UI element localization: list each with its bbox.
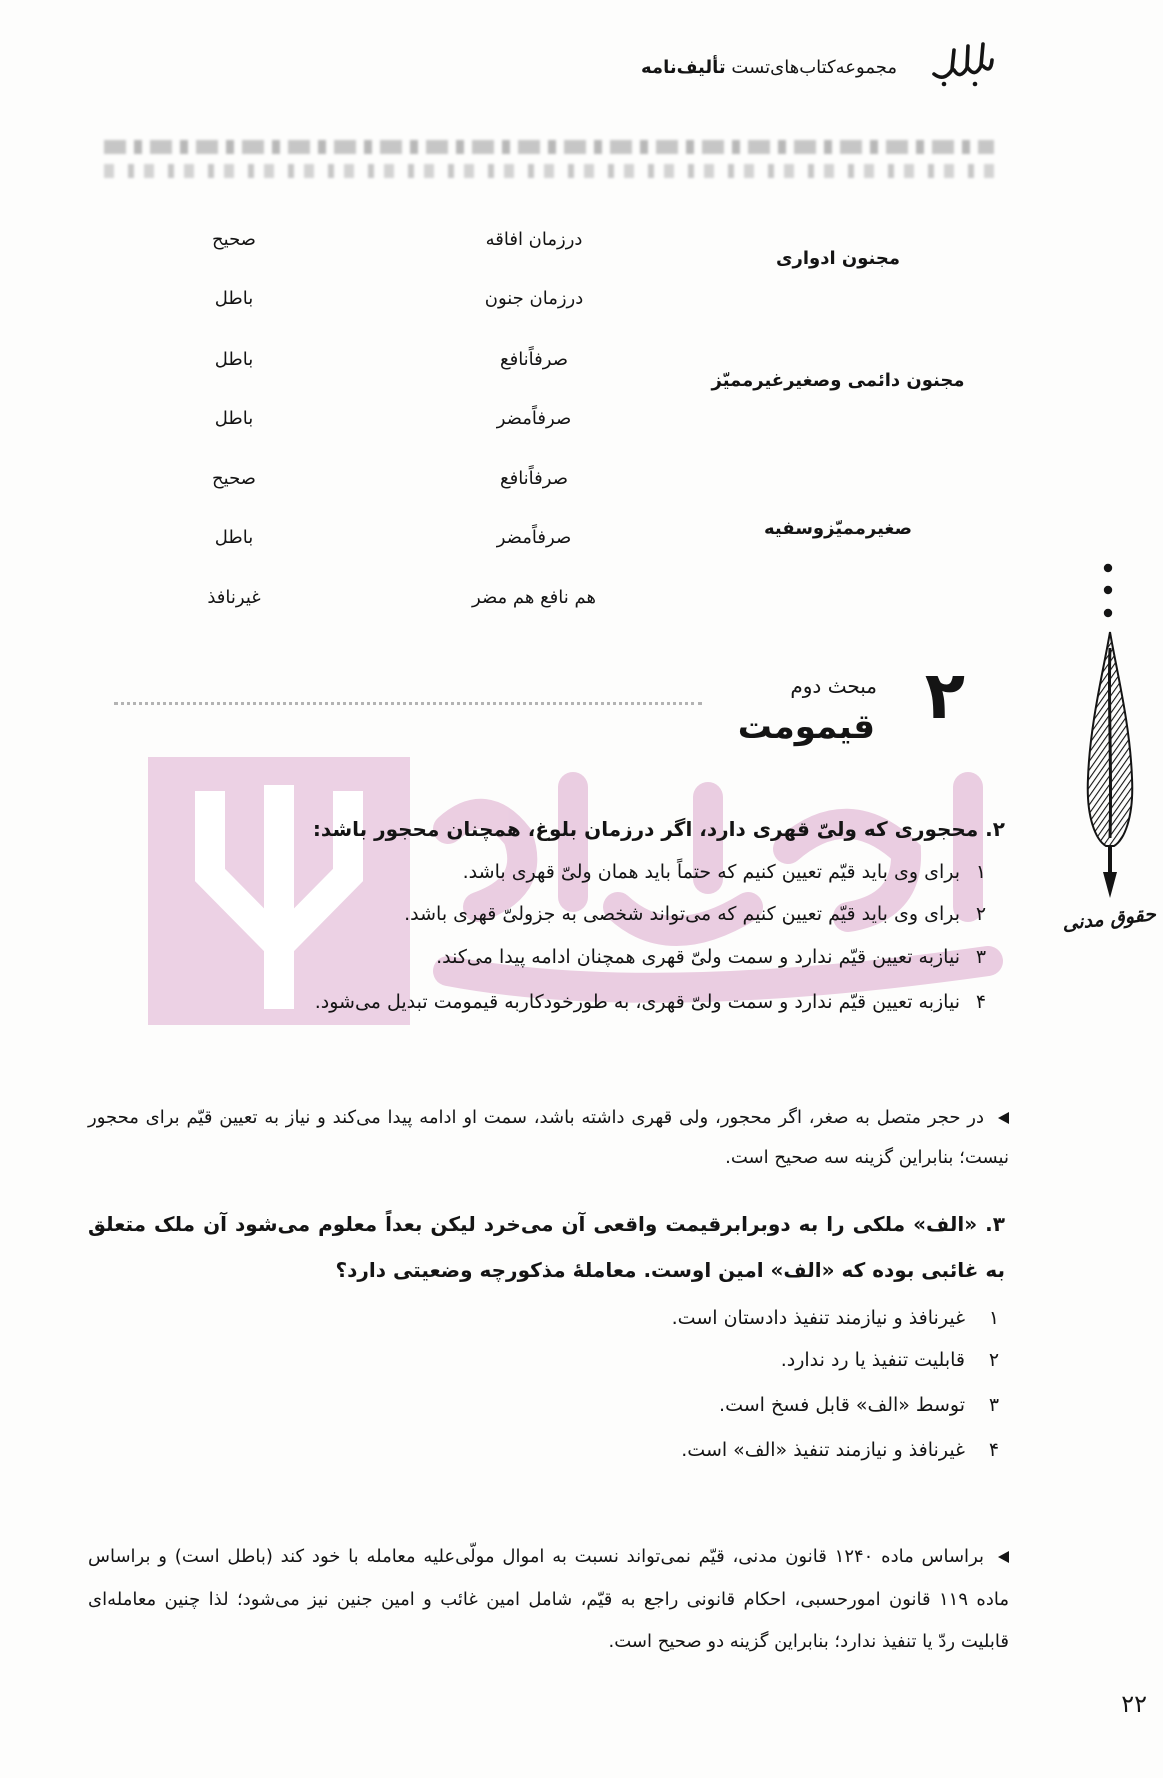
case-cell: صرفاًمضر xyxy=(496,527,572,548)
option-text: برای وی باید قیّم تعیین کنیم که حتماً باید همان ولیّ قهری باشد. xyxy=(462,861,960,883)
question-number: ۲. xyxy=(985,817,1005,841)
dotted-leader xyxy=(114,702,702,705)
option-number: ۲ xyxy=(988,1349,1000,1371)
faded-text-strip xyxy=(104,132,994,190)
status-cell: صحیح xyxy=(212,229,256,250)
status-cell: باطل xyxy=(214,527,254,548)
page-number: ۲۲ xyxy=(1121,1690,1147,1718)
answer-explanation xyxy=(88,1098,1009,1178)
option-text: غیرنافذ و نیازمند تنفیذ دادستان است. xyxy=(671,1307,965,1329)
arrow-bullet-icon xyxy=(998,1551,1009,1563)
section-subtitle: مبحث دوم xyxy=(790,674,877,698)
question-2 xyxy=(88,813,1005,845)
status-cell: باطل xyxy=(214,349,254,370)
section-number: ۲ xyxy=(924,657,965,734)
option-number: ۲ xyxy=(975,903,987,925)
option-number: ۳ xyxy=(975,946,987,968)
section-title: قیمومت xyxy=(737,707,875,747)
answer-option xyxy=(404,898,991,930)
series-name: تألیف‌نامه xyxy=(641,57,726,78)
answer-option xyxy=(719,1389,1004,1421)
case-cell: هم نافع هم مضر xyxy=(472,587,596,608)
option-text: برای وی باید قیّم تعیین کنیم که می‌تواند شخصی به جزولیّ قهری باشد. xyxy=(404,903,960,925)
answer-option xyxy=(681,1434,1004,1466)
series-title xyxy=(641,54,897,82)
side-tab-label: حقوق مدنی xyxy=(1061,903,1157,935)
option-text: غیرنافذ و نیازمند تنفیذ «الف» است. xyxy=(681,1439,965,1461)
status-cell: غیرنافذ xyxy=(207,587,261,608)
question-text: محجوری که ولیّ قهری دارد، اگر درزمان بلوغ، همچنان محجور باشد: xyxy=(312,817,979,841)
case-cell: صرفاًنافع xyxy=(500,349,568,370)
watermark xyxy=(148,757,1018,1025)
side-dots-icon xyxy=(1100,560,1116,622)
cypress-pen-icon xyxy=(1072,628,1150,900)
arrow-bullet-icon xyxy=(998,1112,1009,1124)
option-text: نیازبه تعیین قیّم ندارد و سمت ولیّ قهری، به طورخودکاربه قیمومت تبدیل می‌شود. xyxy=(314,991,960,1013)
option-number: ۳ xyxy=(988,1394,1000,1416)
status-cell: باطل xyxy=(214,408,254,429)
answer-option xyxy=(463,856,991,888)
publisher-logo-icon xyxy=(930,40,996,88)
answer-option xyxy=(672,1302,1004,1334)
faded-text-row xyxy=(104,140,994,154)
group-label: مجنون ادواری xyxy=(775,248,901,269)
explanation-text: براساس ماده ۱۲۴۰ قانون مدنی، قیّم نمی‌تواند نسبت به اموال مولّی‌علیه معامله با خود کند (باطل است) و براساس ماده ۱۱۹ قانون امورحسبی، احکام قانونی راجع به قیّم، شامل امین غائب و امین جنین نیز می‌شود؛ لذا چنین معامله‌ای قابلیت ردّ یا تنفیذ ندارد؛ بنابراین گزینه دو صحیح است. xyxy=(88,1546,1009,1652)
case-cell: صرفاًمضر xyxy=(496,408,572,429)
answer-option xyxy=(781,1344,1004,1376)
series-prefix: مجموعه‌کتاب‌های‌تست xyxy=(731,57,897,78)
question-number: ۳. xyxy=(985,1212,1005,1236)
question-text: «الف» ملکی را به دوبرابرقیمت واقعی آن می‌خرد لیکن بعداً معلوم می‌شود آن ملک متعلق به غائبی بوده که «الف» امین اوست. معاملهٔ مذکورچه وضعیتی دارد؟ xyxy=(88,1212,1005,1282)
status-cell: صحیح xyxy=(212,468,256,489)
status-cell: باطل xyxy=(214,288,254,309)
case-cell: درزمان افاقه xyxy=(485,229,583,250)
option-text: قابلیت تنفیذ یا رد ندارد. xyxy=(780,1349,965,1371)
answer-option xyxy=(315,986,991,1018)
question-3 xyxy=(88,1201,1005,1293)
group-label: صغیرممیّزوسفیه xyxy=(764,518,912,539)
option-number: ۱ xyxy=(988,1307,1000,1329)
option-number: ۱ xyxy=(975,861,987,883)
case-cell: درزمان جنون xyxy=(484,288,584,309)
option-text: نیازبه تعیین قیّم ندارد و سمت ولیّ قهری همچنان ادامه پیدا می‌کند. xyxy=(436,946,960,968)
group-label: مجنون دائمی وصغیرغیرممیّز xyxy=(711,370,965,391)
case-cell: صرفاًنافع xyxy=(500,468,568,489)
option-text: توسط «الف» قابل فسخ است. xyxy=(719,1394,965,1416)
answer-explanation xyxy=(88,1536,1009,1664)
option-number: ۴ xyxy=(975,991,987,1013)
explanation-text: در حجر متصل به صغر، اگر محجور، ولی قهری داشته باشد، سمت او ادامه پیدا می‌کند و نیاز به تعیین قیّم برای محجور نیست؛ بنابراین گزینه سه صحیح است. xyxy=(88,1107,1009,1168)
answer-option xyxy=(436,941,991,973)
faded-text-row xyxy=(104,164,994,178)
option-number: ۴ xyxy=(988,1439,1000,1461)
